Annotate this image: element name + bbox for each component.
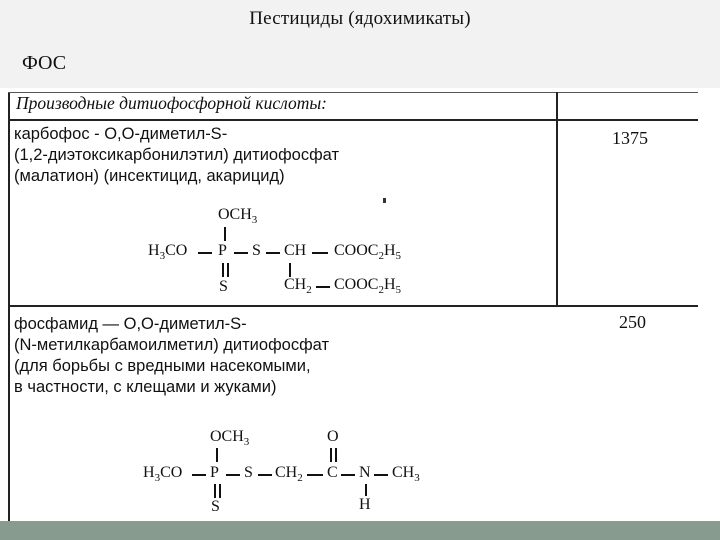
description-line: (для борьбы с вредными насекомыми, [14, 357, 311, 375]
formula-h3co: $H_3CO$ [148, 242, 188, 263]
double-bond-line [219, 484, 221, 498]
formula-cooc2h5: $COOC_2H_5$ [334, 242, 402, 263]
formula-ch2: $CH_2$ [284, 276, 312, 297]
double-bond-line [330, 448, 332, 462]
description-line: (малатион) (инсектицид, акарицид) [14, 167, 285, 185]
ld50-value-fosfamid: 250 [619, 312, 646, 332]
bond-line [312, 252, 328, 254]
scan-speck [383, 198, 386, 203]
formula-s: S [252, 242, 261, 259]
formula-h3co: $H_3CO$ [143, 464, 183, 485]
formula-cooc2h5: $COOC_2H_5$ [334, 276, 402, 297]
bond-line [234, 252, 248, 254]
bottom-bar [0, 521, 720, 540]
bond-line [365, 484, 367, 496]
formula-p: P [210, 464, 219, 481]
bond-line [226, 474, 240, 476]
compound-description-fosfamid [14, 314, 329, 398]
formula-s-below: S [211, 498, 220, 515]
bond-line [224, 227, 226, 241]
bond-line [266, 252, 280, 254]
scanned-table [0, 88, 720, 521]
formula-c: C [327, 464, 338, 481]
bond-line [307, 474, 323, 476]
bond-line [341, 474, 355, 476]
bond-line [374, 474, 388, 476]
double-bond-line [335, 448, 337, 462]
bond-line [192, 474, 206, 476]
formula-och3: $OCH_3$ [218, 206, 258, 227]
description-line: фосфамид — О,О-диметил-S- [14, 315, 247, 333]
table-row-divider [8, 305, 698, 307]
compound-description-karbofos [14, 124, 339, 187]
structural-formula-fosfamid [0, 428, 560, 518]
formula-p: P [218, 242, 227, 259]
formula-s-below: S [219, 278, 228, 295]
description-line: (1,2-диэтоксикарбонилэтил) дитиофосфат [14, 146, 340, 164]
table-heading: Производные дитиофосфорной кислоты: [16, 93, 328, 113]
double-bond-line [222, 263, 224, 277]
section-label: ФОС [22, 52, 67, 74]
structural-formula-karbofos [0, 206, 560, 301]
table-row-divider [8, 119, 698, 121]
description-line: в частности, с клещами и жуками) [14, 378, 277, 396]
bond-line [289, 263, 291, 277]
formula-och3: $OCH_3$ [210, 428, 250, 449]
bond-line [198, 252, 212, 254]
ld50-value-karbofos: 1375 [612, 128, 648, 148]
double-bond-line [214, 484, 216, 498]
bond-line [258, 474, 272, 476]
formula-ch3: $CH_3$ [392, 464, 420, 485]
formula-h-below: H [359, 496, 371, 513]
description-line: (N-метилкарбамоилметил) дитиофосфат [14, 336, 330, 354]
formula-ch: CH [284, 242, 307, 259]
formula-ch2: $CH_2$ [275, 464, 303, 485]
formula-n: N [359, 464, 371, 481]
bond-line [216, 448, 218, 462]
description-line: карбофос - О,О-диметил-S- [14, 125, 228, 143]
formula-o-top: O [327, 428, 339, 445]
double-bond-line [227, 263, 229, 277]
formula-s: S [244, 464, 253, 481]
bond-line [316, 286, 330, 288]
slide-title: Пестициды (ядохимикаты) [249, 8, 471, 29]
